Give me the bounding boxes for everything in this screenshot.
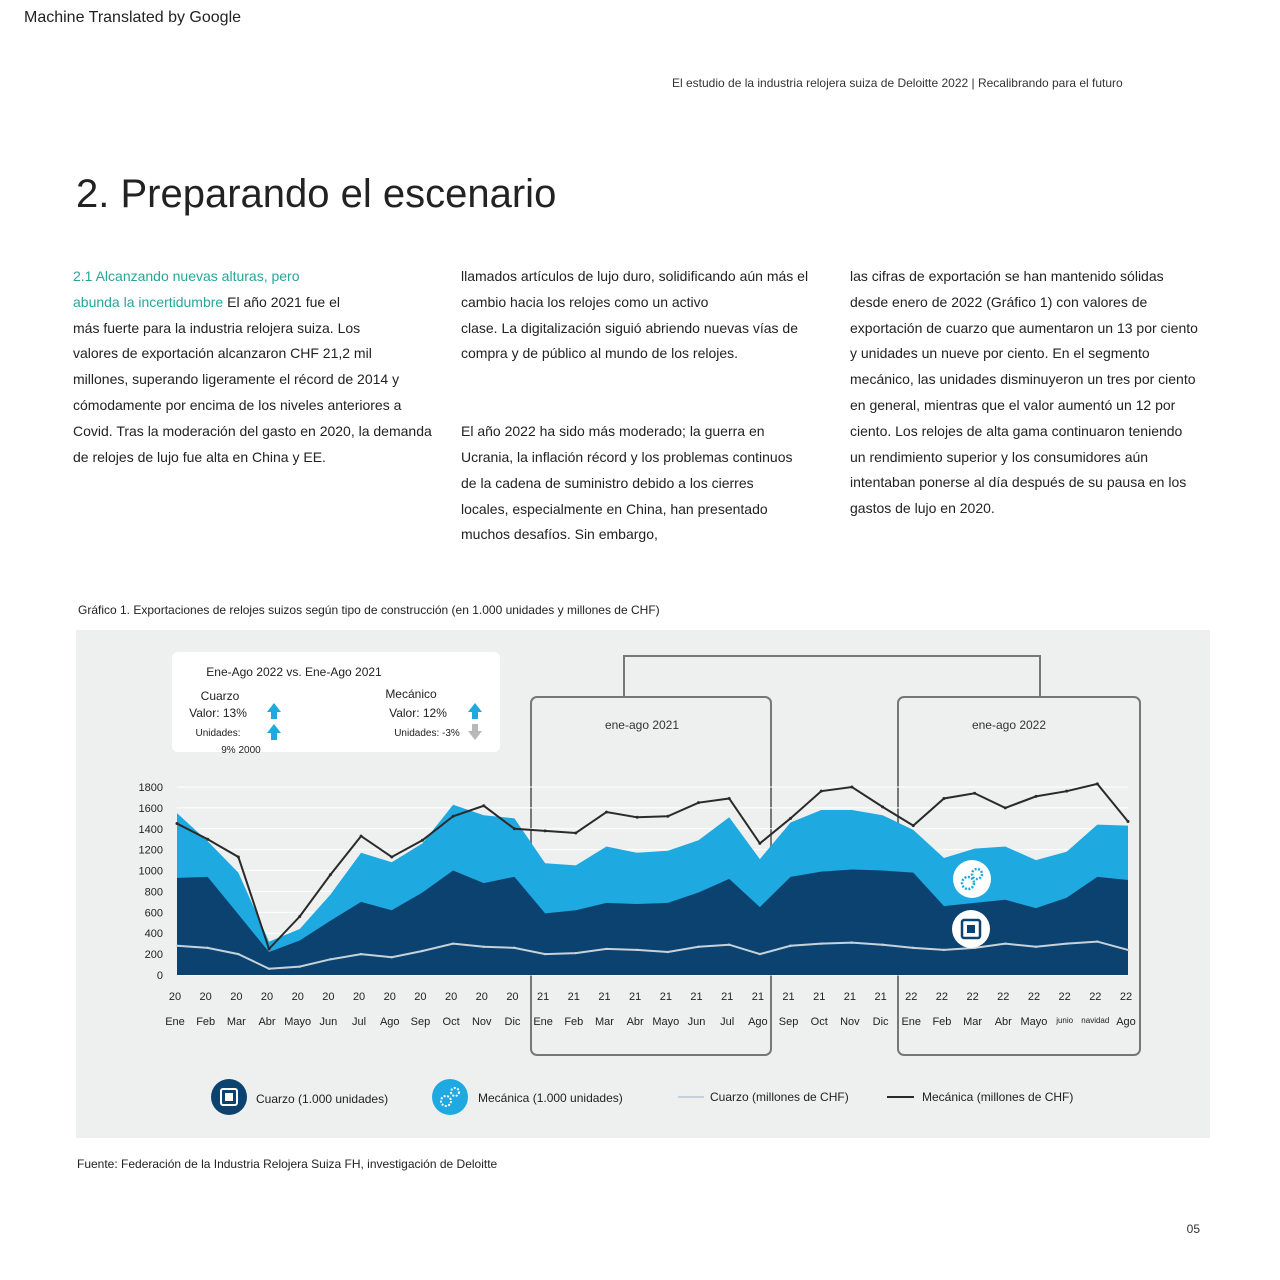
paragraph-line: intentaban ponerse al día después de su pausa en los xyxy=(850,474,1187,491)
mechanical-chf-point xyxy=(482,804,485,807)
x-year-label: 21 xyxy=(843,991,857,1003)
mechanical-chf-point xyxy=(636,816,639,819)
x-month-label: Jun xyxy=(687,1016,706,1028)
mechanical-chf-point xyxy=(1127,820,1130,823)
y-tick-label: 1800 xyxy=(138,782,163,794)
quartz-chf-point xyxy=(544,953,546,955)
mechanical-chf-point xyxy=(1004,806,1007,809)
quartz-chf-point xyxy=(1035,946,1037,948)
quartz-chf-point xyxy=(851,941,853,943)
mechanical-chf-point xyxy=(942,797,945,800)
quartz-chf-point xyxy=(268,968,270,970)
quartz-chf-point xyxy=(1004,942,1006,944)
x-month-label: Ago xyxy=(379,1016,400,1028)
chip-icon xyxy=(952,910,990,948)
y-tick-label: 1200 xyxy=(138,844,163,857)
section-subheading: 2.1 Alcanzando nuevas alturas, pero xyxy=(73,268,300,284)
summary-quartz-units-label: Unidades: xyxy=(195,728,241,739)
quartz-chf-point xyxy=(943,949,945,951)
paragraph-line: millones, superando ligeramente el récord de 2014 y xyxy=(73,371,400,388)
mechanical-chf-point xyxy=(452,815,455,818)
summary-mech-units: Unidades: -3% xyxy=(394,728,460,739)
x-year-label: 20 xyxy=(383,991,396,1003)
x-year-label: 21 xyxy=(782,991,795,1003)
mechanical-chf-point xyxy=(912,824,915,827)
mechanical-chf-point xyxy=(758,842,761,845)
x-month-label: Abr xyxy=(258,1016,276,1028)
x-month-label: Jun xyxy=(319,1016,338,1028)
chip-icon-core xyxy=(225,1093,233,1101)
summary-quartz-value: Valor: 13% xyxy=(189,706,247,720)
x-month-label: Mayo xyxy=(652,1016,680,1028)
quartz-chf-point xyxy=(789,945,791,947)
x-year-label: 20 xyxy=(506,991,519,1003)
x-month-label: Mayo xyxy=(1020,1016,1048,1028)
y-tick-label: 800 xyxy=(144,886,163,899)
legend-mech-units: Mecánica (1.000 unidades) xyxy=(478,1091,623,1105)
paragraph-line: desde enero de 2022 (Gráfico 1) con valores de xyxy=(850,293,1148,310)
quartz-chf-point xyxy=(728,944,730,946)
paragraph-line: cambio hacia los relojes como un activo xyxy=(461,293,709,310)
summary-quartz-heading: Cuarzo xyxy=(200,689,240,703)
x-month-label: Mar xyxy=(595,1016,614,1028)
chart-panel xyxy=(76,630,1210,1138)
legend-mech-chf: Mecánica (millones de CHF) xyxy=(922,1090,1074,1104)
x-month-label: Abr xyxy=(626,1016,644,1028)
x-month-label: Jul xyxy=(720,1016,735,1028)
paragraph-line: compra y de público al mundo de los relojes. xyxy=(461,345,739,362)
y-tick-label: 1000 xyxy=(138,865,163,878)
mechanical-chf-point xyxy=(544,829,547,832)
mechanical-chf-point xyxy=(697,801,700,804)
x-month-label: Feb xyxy=(564,1016,584,1028)
paragraph-line: valores de exportación alcanzaron CHF 21,2 mil xyxy=(73,345,372,362)
x-month-label: junio xyxy=(1056,1016,1074,1025)
x-year-label: 20 xyxy=(444,991,458,1003)
legend xyxy=(211,1079,1073,1115)
x-year-label: 20 xyxy=(291,991,304,1003)
bracket-label-2021: ene-ago 2021 xyxy=(604,718,680,732)
paragraph-line: gastos de lujo en 2020. xyxy=(850,500,995,517)
quartz-chf-point xyxy=(759,953,761,955)
gears-icon xyxy=(953,860,991,898)
mechanical-chf-point xyxy=(176,822,179,825)
summary-mech-value: Valor: 12% xyxy=(389,706,447,720)
x-month-label: Oct xyxy=(810,1016,828,1028)
paragraph-line: ciento. Los relojes de alta gama continuaron teniendo xyxy=(850,422,1183,439)
mechanical-chf-point xyxy=(329,873,332,876)
x-year-label: 20 xyxy=(352,991,366,1003)
x-year-label: 21 xyxy=(629,991,642,1003)
paragraph-line: mecánico, las unidades disminuyeron un tres por ciento xyxy=(850,371,1196,388)
paragraph-line: exportación de cuarzo que aumentaron un 13 por ciento xyxy=(850,319,1198,336)
paragraph-start: El año 2021 fue el xyxy=(223,293,340,310)
export-chart xyxy=(76,630,1210,1138)
mechanical-chf-point xyxy=(513,827,516,830)
x-year-label: 20 xyxy=(168,991,182,1003)
x-month-label: Ene xyxy=(533,1016,553,1028)
paragraph-line: Covid. Tras la moderación del gasto en 2020, la demanda xyxy=(73,422,432,439)
quartz-chf-point xyxy=(605,948,607,950)
mechanical-chf-point xyxy=(728,797,731,800)
translation-notice: Machine Translated by Google xyxy=(24,9,242,26)
x-month-label: Dic xyxy=(504,1016,521,1028)
mechanical-chf-point xyxy=(237,855,240,858)
page-number: 05 xyxy=(1186,1222,1200,1236)
x-year-label: 21 xyxy=(567,991,580,1003)
x-year-label: 20 xyxy=(199,991,212,1003)
x-year-label: 21 xyxy=(598,991,611,1003)
quartz-chf-point xyxy=(176,945,178,947)
paragraph-line: de la cadena de suministro debido a los cierres xyxy=(461,474,754,491)
legend-quartz-units: Cuarzo (1.000 unidades) xyxy=(256,1092,389,1106)
mechanical-chf-point xyxy=(206,838,209,841)
paragraph-line: Ucrania, la inflación récord y los problemas continuos xyxy=(461,448,793,465)
paragraph-line: de relojes de lujo fue alta en China y EE. xyxy=(73,448,326,465)
summary-mech-heading: Mecánico xyxy=(385,687,437,701)
mechanical-chf-point xyxy=(850,786,853,789)
quartz-chf-point xyxy=(636,949,638,951)
chart-caption: Gráfico 1. Exportaciones de relojes suizos según tipo de construcción (en 1.000 unidades y millones de CHF) xyxy=(78,603,660,617)
text-column-3 xyxy=(850,264,1210,522)
x-year-label: 22 xyxy=(935,991,949,1003)
x-year-label: 20 xyxy=(414,991,427,1003)
mechanical-chf-point xyxy=(1034,795,1037,798)
quartz-chf-point xyxy=(421,950,423,952)
summary-title: Ene-Ago 2022 vs. Ene-Ago 2021 xyxy=(206,665,382,679)
x-year-label: 21 xyxy=(751,991,764,1003)
section-subheading-cont: abunda la incertidumbre xyxy=(73,293,224,310)
quartz-chf-point xyxy=(1065,942,1067,944)
mechanical-chf-point xyxy=(574,831,577,834)
quartz-chf-point xyxy=(299,965,301,967)
mechanical-chf-point xyxy=(421,839,424,842)
quartz-chf-point xyxy=(697,946,699,948)
mechanical-chf-point xyxy=(881,805,884,808)
x-year-label: 21 xyxy=(813,991,826,1003)
x-month-label: Mar xyxy=(963,1016,983,1028)
x-year-label: 22 xyxy=(1089,991,1102,1003)
bracket-label-2022: ene-ago 2022 xyxy=(971,718,1047,732)
x-month-label: Feb xyxy=(196,1016,216,1028)
paragraph-line: en general, mientras que el valor aumentó un 12 por xyxy=(850,396,1176,413)
x-year-label: 22 xyxy=(966,991,979,1003)
x-month-label: Sep xyxy=(778,1016,799,1028)
mechanical-chf-point xyxy=(820,790,823,793)
x-month-label: Ago xyxy=(748,1016,768,1028)
x-month-label: Mayo xyxy=(284,1016,312,1028)
y-tick-label: 200 xyxy=(144,949,163,962)
x-year-label: 21 xyxy=(690,991,703,1003)
paragraph-line: y unidades un nueve por ciento. En el segmento xyxy=(850,345,1150,362)
x-month-label: Nov xyxy=(840,1016,860,1028)
x-year-label: 20 xyxy=(260,991,274,1003)
paragraph-line: muchos desafíos. Sin embargo, xyxy=(461,526,658,543)
page-title: 2. Preparando el escenario xyxy=(76,172,557,216)
x-year-label: 20 xyxy=(322,991,335,1003)
mechanical-chf-point xyxy=(390,855,393,858)
mechanical-chf-point xyxy=(605,811,608,814)
gears-icon xyxy=(432,1079,468,1115)
source-note: Fuente: Federación de la Industria Relojera Suiza FH, investigación de Deloitte xyxy=(77,1157,498,1171)
x-month-label: Dic xyxy=(872,1016,889,1028)
paragraph-line: más fuerte para la industria relojera suiza. Los xyxy=(73,319,361,336)
quartz-chf-point xyxy=(513,947,515,949)
y-tick-label: 600 xyxy=(144,907,163,920)
x-month-label: Nov xyxy=(471,1016,492,1028)
mechanical-chf-point xyxy=(973,792,976,795)
quartz-chf-point xyxy=(329,958,331,960)
quartz-chf-point xyxy=(237,953,239,955)
quartz-chf-point xyxy=(483,946,485,948)
x-month-label: Ene xyxy=(901,1016,922,1028)
paragraph-line: cómodamente por encima de los niveles anteriores a xyxy=(73,396,402,413)
mechanical-chf-point xyxy=(666,815,669,818)
running-header: El estudio de la industria relojera suiza de Deloitte 2022 | Recalibrando para el futuro xyxy=(672,76,1123,90)
x-year-label: 20 xyxy=(230,991,243,1003)
quartz-chf-point xyxy=(206,947,208,949)
paragraph-line: llamados artículos de lujo duro, solidificando aún más el xyxy=(461,268,809,284)
mechanical-chf-point xyxy=(789,817,792,820)
x-year-label: 21 xyxy=(721,991,734,1003)
quartz-chf-point xyxy=(667,951,669,953)
x-month-label: Abr xyxy=(994,1016,1012,1028)
x-month-label: Mar xyxy=(226,1016,246,1028)
text-column-1 xyxy=(73,264,443,470)
quartz-chf-point xyxy=(1096,940,1098,942)
quartz-chf-point xyxy=(881,944,883,946)
mechanical-chf-point xyxy=(268,947,271,950)
text-column-2 xyxy=(461,264,821,548)
x-year-label: 22 xyxy=(1027,991,1041,1003)
y-tick-label: 400 xyxy=(144,928,163,941)
x-month-label: Sep xyxy=(410,1016,431,1028)
legend-quartz-chf: Cuarzo (millones de CHF) xyxy=(710,1090,849,1104)
x-month-label: Ago xyxy=(1116,1016,1136,1028)
mechanical-chf-point xyxy=(298,915,301,918)
x-year-label: 21 xyxy=(537,991,550,1003)
paragraph-line: clase. La digitalización siguió abriendo nuevas vías de xyxy=(461,319,798,336)
x-year-label: 21 xyxy=(874,991,887,1003)
quartz-chf-point xyxy=(360,953,362,955)
x-month-label: Oct xyxy=(442,1016,460,1028)
mechanical-chf-point xyxy=(360,835,363,838)
x-year-label: 20 xyxy=(475,991,488,1003)
x-year-label: 22 xyxy=(997,991,1010,1003)
quartz-chf-point xyxy=(575,952,577,954)
x-month-label: Feb xyxy=(932,1016,952,1028)
y-tick-label: 1400 xyxy=(138,823,163,836)
x-month-label: Jul xyxy=(352,1016,367,1028)
quartz-chf-point xyxy=(1127,949,1129,951)
mechanical-chf-point xyxy=(1065,790,1068,793)
paragraph-line: las cifras de exportación se han mantenido sólidas xyxy=(850,268,1164,284)
paragraph-line: un rendimiento superior y los consumidores aún xyxy=(850,448,1149,465)
x-year-label: 22 xyxy=(1119,991,1133,1003)
quartz-chf-point xyxy=(391,956,393,958)
paragraph-line: locales, especialmente en China, han presentado xyxy=(461,500,768,517)
y-tick-label: 0 xyxy=(156,970,163,982)
mechanical-chf-point xyxy=(1096,782,1099,785)
x-year-label: 21 xyxy=(659,991,672,1003)
quartz-chf-point xyxy=(820,942,822,944)
quartz-chf-point xyxy=(912,947,914,949)
x-year-label: 22 xyxy=(905,991,918,1003)
bracket-connector xyxy=(624,656,1040,696)
x-month-label: Ene xyxy=(165,1016,185,1028)
paragraph-line: El año 2022 ha sido más moderado; la guerra en xyxy=(461,423,765,440)
x-month-label: navidad xyxy=(1081,1016,1110,1025)
summary-quartz-units-value: 9% 2000 xyxy=(221,745,261,756)
y-tick-label: 1600 xyxy=(138,802,163,815)
quartz-chf-point xyxy=(452,942,454,944)
x-year-label: 22 xyxy=(1058,991,1071,1003)
